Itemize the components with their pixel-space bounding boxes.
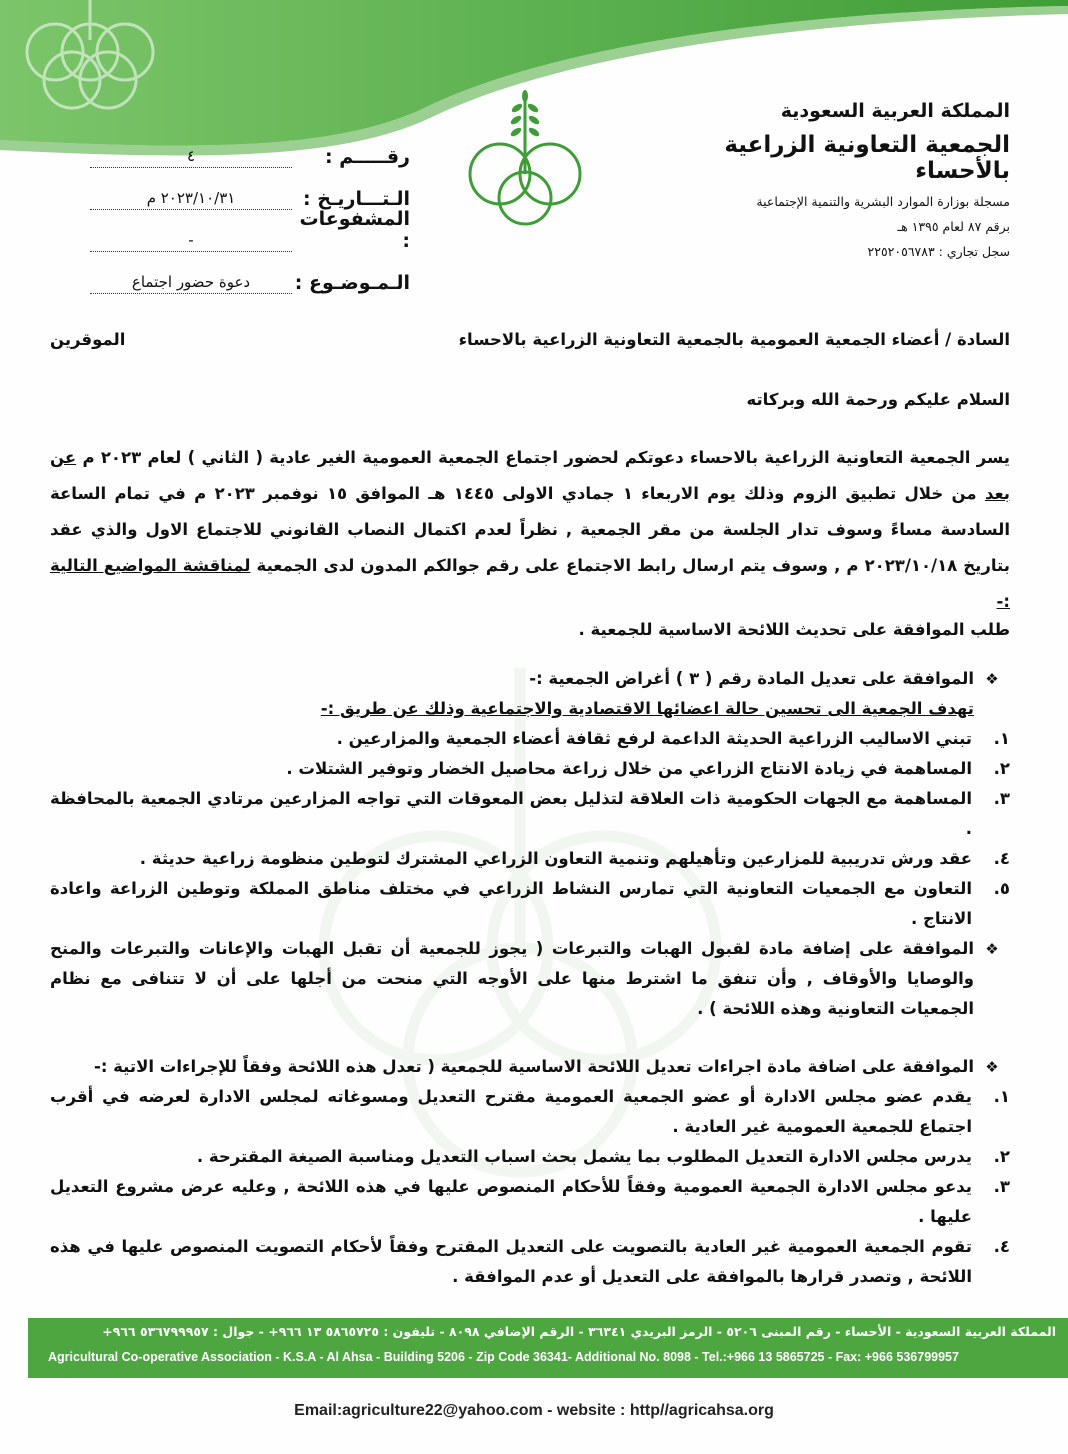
list-item-number: ٤. — [993, 849, 1010, 868]
section-donations — [50, 934, 1010, 1024]
list-item-text: المساهمة مع الجهات الحكومية ذات العلاقة لتذليل بعض المعوقات التي تواجه المزارعين مرتادي الجمعية بالمحافظة . — [50, 789, 972, 838]
list-item-number: ٢. — [993, 1147, 1010, 1166]
bullet-icon: ❖ — [985, 670, 999, 688]
list-item-number: ٤. — [993, 1237, 1010, 1256]
section2-bullet — [50, 934, 1010, 1024]
subject-label: الـمـوضـوع : — [294, 272, 410, 294]
list-item-number: ١. — [993, 1087, 1010, 1106]
addressee: السادة / أعضاء الجمعية العمومية بالجمعية التعاونية الزراعية بالاحساء — [458, 330, 1010, 349]
attachments-row — [90, 210, 410, 252]
number-value: ٤ — [90, 147, 292, 168]
list-item-text: عقد ورش تدريبية للمزارعين وتأهيلهم وتنمية التعاون الزراعي المشترك لتوطين منظومة زراعية حديثة . — [139, 849, 972, 868]
list-item-number: ٢. — [993, 759, 1010, 778]
section1-bullet-text: الموافقة على تعديل المادة رقم ( ٣ ) أغراض الجمعية :- — [529, 669, 974, 688]
request-line: طلب الموافقة على تحديث اللائحة الاساسية للجمعية . — [578, 620, 1010, 639]
section1-bullet — [50, 664, 1010, 694]
list-item — [50, 724, 1010, 754]
subject-row — [90, 252, 410, 294]
intro-paragraph — [50, 440, 1010, 620]
footer-email-website: Email:agriculture22@yahoo.com - website : http//agricahsa.org — [294, 1402, 774, 1419]
list-item — [50, 784, 1010, 844]
list-item — [50, 1142, 1010, 1172]
list-item-text: التعاون مع الجمعيات التعاونية التي تمارس النشاط الزراعي في مختلف مناطق المملكة وتوطين الزراعة واعادة الانتاج . — [50, 879, 972, 928]
greeting: السلام عليكم ورحمة الله وبركاته — [746, 390, 1010, 409]
intro-text-1: يسر الجمعية التعاونية الزراعية بالاحساء دعوتكم لحضور اجتماع الجمعية العمومية الغير عادية ( الثاني ) لعام ٢٠٢٣ م — [76, 448, 1010, 467]
list-item — [50, 1082, 1010, 1142]
list-item — [50, 874, 1010, 934]
list-item-text: المساهمة في زيادة الانتاج الزراعي من خلال زراعة محاصيل الخضار وتوفير الشتلات . — [286, 759, 972, 778]
registration-number: برقم ٨٧ لعام ١٣٩٥ هـ — [897, 219, 1010, 234]
list-item-number: ٣. — [993, 789, 1010, 808]
list-item-text: يدعو مجلس الادارة الجمعية العمومية وفقاً للأحكام المنصوص عليها في هذه اللائحة , وعليه عرض مشروع التعديل عليها . — [50, 1177, 972, 1226]
bullet-icon: ❖ — [985, 940, 999, 958]
list-item-text: تبني الاساليب الزراعية الحديثة الداعمة لرفع ثقافة أعضاء الجمعية والمزارعين . — [336, 729, 972, 748]
footer-band — [28, 1318, 1068, 1378]
bullet-icon: ❖ — [985, 1058, 999, 1076]
honorific: الموقرين — [50, 330, 126, 349]
section2-bullet-text: الموافقة على إضافة مادة لقبول الهبات والتبرعات ( يجوز للجمعية أن تقبل الهبات والإعانات والتبرعات والمنح والوصايا والأوقاف , وأن تنفق ما اشترط منها على الأوجه التي منحت من أجلها على أن لا تتنافى مع نظام الجمعيات التعاونية وهذه اللائحة ) . — [50, 939, 974, 1018]
list-item-text: تقوم الجمعية العمومية غير العادية بالتصويت على التعديل المقترح وفقاً لأحكام التصويت المنصوص عليها في هذه اللائحة , وتصدر قرارها بالموافقة على التعديل أو عدم الموافقة . — [50, 1237, 972, 1286]
footer-arabic-address: المملكة العربية السعودية - الأحساء - رقم المبنى ٥٢٠٦ - الرمز البريدي ٣٦٣٤١ - الرقم الإضافي ٨٠٩٨ - تليفون : ٥٨٦٥٧٢٥ ١٣ ٩٦٦+ - جوال : ٥٣٦٧٩٩٩٥٧ ٩٦٦+ — [102, 1324, 1056, 1339]
footer-english-address: Agricultural Co-operative Association - K.S.A - Al Ahsa - Building 5206 - Zip Code 36341- Additional No. 8098 - Tel.:+966 13 5865725 - Fax: +966 536799957 — [48, 1350, 959, 1364]
number-label: رقـــــم : — [325, 146, 410, 168]
organization-header — [650, 100, 1010, 259]
addressee-line — [50, 330, 1010, 349]
kingdom-name: المملكة العربية السعودية — [780, 100, 1010, 122]
section1-subtitle: تهدف الجمعية الى تحسين حالة اعضائها الاقتصادية والاجتماعية وذلك عن طريق :- — [320, 699, 974, 718]
section-amendment-procedures — [50, 1052, 1010, 1292]
date-row — [90, 168, 410, 210]
list-item-number: ٣. — [993, 1177, 1010, 1196]
attachments-value: - — [90, 231, 292, 252]
intro-topics-underlined: لمناقشة المواضيع التالية :- — [50, 556, 1010, 611]
list-item-number: ٥. — [993, 879, 1010, 898]
list-item-number: ١. — [993, 729, 1010, 748]
section3-bullet — [50, 1052, 1010, 1082]
subject-value: دعوة حضور اجتماع — [90, 273, 292, 294]
section-article-3 — [50, 664, 1010, 934]
list-item — [50, 1172, 1010, 1232]
letter-meta — [90, 126, 410, 294]
attachments-label: المشفوعات : — [299, 208, 410, 252]
date-label: الـتـــاريـخ : — [303, 188, 410, 210]
list-item-text: يدرس مجلس الادارة التعديل المطلوب بما يشمل بحث اسباب التعديل ومناسبة الصيغة المقترحة . — [196, 1147, 972, 1166]
date-value: ٢٠٢٣/١٠/٣١ م — [90, 189, 292, 210]
list-item — [50, 844, 1010, 874]
list-item — [50, 754, 1010, 784]
association-logo-icon — [455, 86, 595, 226]
list-item-text: يقدم عضو مجلس الادارة أو عضو الجمعية العمومية مقترح التعديل ومسوغاته لمجلس الادارة لعرضه في أقرب اجتماع للجمعية العمومية غير العادية . — [50, 1087, 972, 1136]
number-row — [90, 126, 410, 168]
intro-text-2: من خلال تطبيق الزوم وذلك يوم الاربعاء ١ جمادي الاولى ١٤٤٥ هـ الموافق ١٥ نوفمبر ٢٠٢٣ م في تمام الساعة السادسة مساءً وسوف تدار الجلسة من مقر الجمعية , نظراً لعدم اكتمال النصاب القانوني للاجتماع الاول والذي عقد بتاريخ ٢٠٢٣/١٠/١٨ م , وسوف يتم ارسال رابط الاجتماع على رقم جوالكم المدون لدى الجمعية — [50, 484, 1010, 575]
section3-bullet-text: الموافقة على اضافة مادة اجراءات تعديل اللائحة الاساسية للجمعية ( تعدل هذه اللائحة وفقاً للإجراءات الاتية :- — [93, 1057, 974, 1076]
association-name: الجمعية التعاونية الزراعية بالأحساء — [724, 132, 1010, 184]
commercial-registration: سجل تجاري : ٢٢٥٢٠٥٦٧٨٣ — [867, 244, 1010, 259]
list-item — [50, 1232, 1010, 1292]
registration-ministry: مسجلة بوزارة الموارد البشرية والتنمية الإجتماعية — [756, 194, 1010, 209]
intro-remote-underlined: عن بعد — [50, 448, 1010, 503]
